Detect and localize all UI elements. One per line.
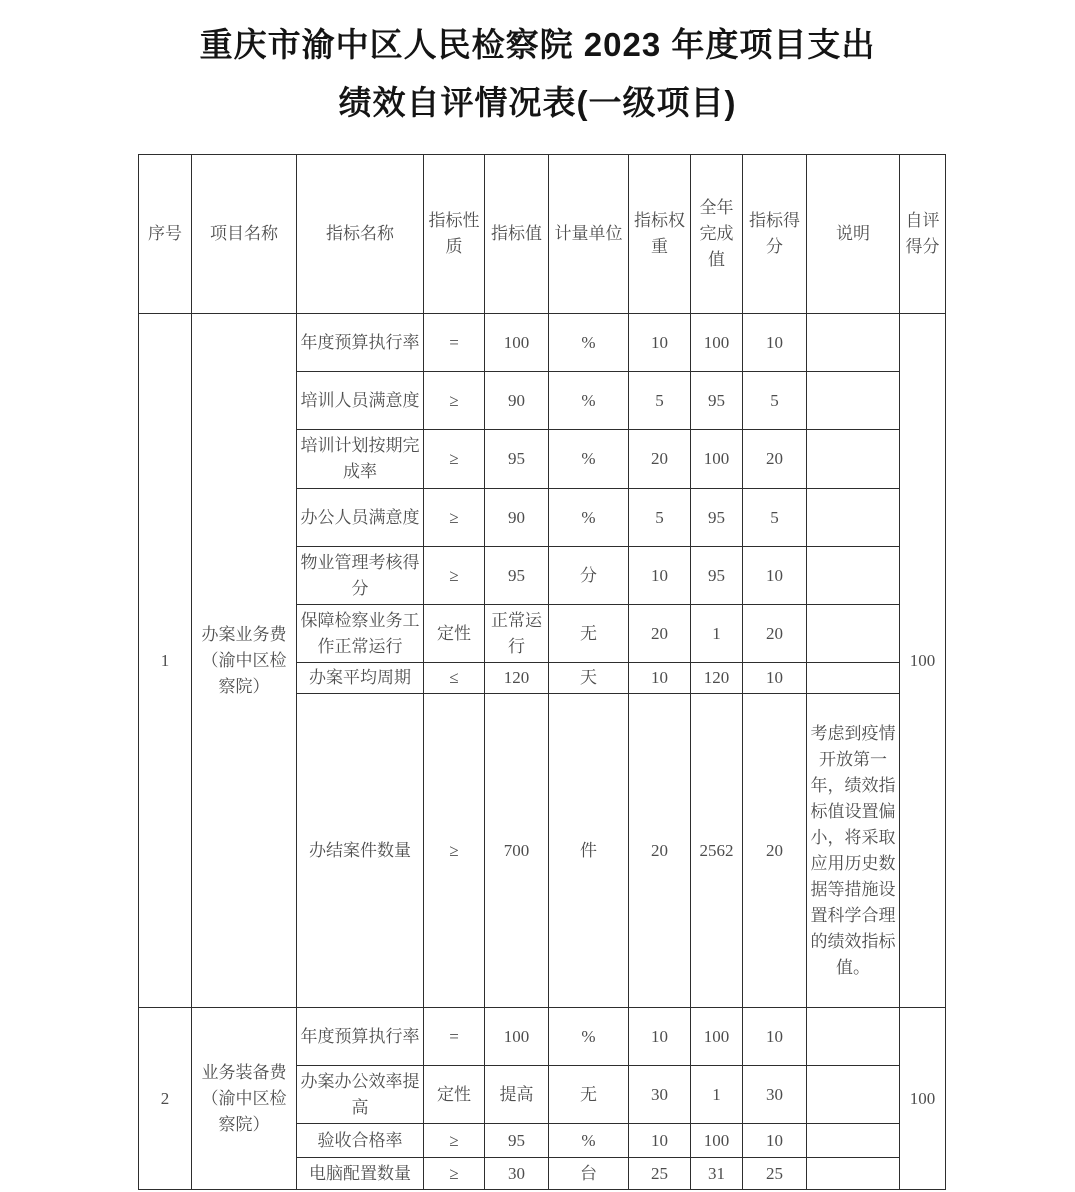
target-cell: 正常运行 — [485, 605, 549, 663]
score-cell: 30 — [743, 1066, 807, 1124]
unit-cell: % — [549, 372, 629, 430]
target-cell: 700 — [485, 694, 549, 1008]
weight-cell: 20 — [629, 605, 691, 663]
unit-cell: 件 — [549, 694, 629, 1008]
header-cell-indicator: 指标名称 — [297, 155, 424, 314]
document-title-line1: 重庆市渝中区人民检察院 2023 年度项目支出 — [199, 26, 876, 63]
weight-cell: 20 — [629, 430, 691, 489]
score-cell: 20 — [743, 430, 807, 489]
note-cell — [807, 314, 900, 372]
target-cell: 95 — [485, 430, 549, 489]
seq-cell: 1 — [139, 314, 192, 1008]
header-cell-unit: 计量单位 — [549, 155, 629, 314]
score-cell: 25 — [743, 1158, 807, 1190]
score-cell: 10 — [743, 663, 807, 694]
score-cell: 20 — [743, 605, 807, 663]
nature-cell: ≥ — [424, 547, 485, 605]
annual-cell: 1 — [691, 1066, 743, 1124]
target-cell: 90 — [485, 489, 549, 547]
table-row — [139, 1008, 946, 1066]
nature-cell: 定性 — [424, 1066, 485, 1124]
header-cell-nature: 指标性质 — [424, 155, 485, 314]
unit-cell: % — [549, 314, 629, 372]
target-cell: 90 — [485, 372, 549, 430]
annual-cell: 1 — [691, 605, 743, 663]
self-score-cell: 100 — [900, 1008, 946, 1190]
annual-cell: 100 — [691, 430, 743, 489]
annual-cell: 31 — [691, 1158, 743, 1190]
project-name-cell: 办案业务费（渝中区检察院） — [192, 314, 297, 1008]
unit-cell: 天 — [549, 663, 629, 694]
weight-cell: 20 — [629, 694, 691, 1008]
weight-cell: 10 — [629, 663, 691, 694]
weight-cell: 5 — [629, 372, 691, 430]
seq-cell: 2 — [139, 1008, 192, 1190]
score-cell: 5 — [743, 372, 807, 430]
annual-cell: 2562 — [691, 694, 743, 1008]
document-title — [0, 0, 1075, 132]
target-cell: 95 — [485, 1124, 549, 1158]
annual-cell: 100 — [691, 1124, 743, 1158]
annual-cell: 100 — [691, 314, 743, 372]
header-cell-target: 指标值 — [485, 155, 549, 314]
weight-cell: 5 — [629, 489, 691, 547]
indicator-cell: 培训人员满意度 — [297, 372, 424, 430]
target-cell: 95 — [485, 547, 549, 605]
annual-cell: 95 — [691, 489, 743, 547]
score-cell: 20 — [743, 694, 807, 1008]
nature-cell: 定性 — [424, 605, 485, 663]
note-cell — [807, 489, 900, 547]
header-cell-score: 指标得分 — [743, 155, 807, 314]
note-cell — [807, 547, 900, 605]
target-cell: 30 — [485, 1158, 549, 1190]
note-cell — [807, 1008, 900, 1066]
nature-cell: ≥ — [424, 430, 485, 489]
header-cell-weight: 指标权重 — [629, 155, 691, 314]
nature-cell: ≥ — [424, 372, 485, 430]
note-cell — [807, 663, 900, 694]
nature-cell: ≥ — [424, 489, 485, 547]
annual-cell: 100 — [691, 1008, 743, 1066]
indicator-cell: 办案平均周期 — [297, 663, 424, 694]
score-cell: 10 — [743, 1008, 807, 1066]
score-cell: 5 — [743, 489, 807, 547]
nature-cell: ≥ — [424, 1124, 485, 1158]
score-cell: 10 — [743, 547, 807, 605]
header-cell-note: 说明 — [807, 155, 900, 314]
document-title-line2: 绩效自评情况表(一级项目) — [338, 84, 737, 121]
project-name-cell: 业务装备费（渝中区检察院） — [192, 1008, 297, 1190]
header-cell-annual: 全年完成值 — [691, 155, 743, 314]
annual-cell: 120 — [691, 663, 743, 694]
note-cell — [807, 1124, 900, 1158]
unit-cell: % — [549, 1008, 629, 1066]
indicator-cell: 验收合格率 — [297, 1124, 424, 1158]
note-cell — [807, 372, 900, 430]
note-cell — [807, 1066, 900, 1124]
note-cell: 考虑到疫情开放第一年，绩效指标值设置偏小，将采取应用历史数据等措施设置科学合理的绩效指标值。 — [807, 694, 900, 1008]
target-cell: 100 — [485, 314, 549, 372]
indicator-cell: 办公人员满意度 — [297, 489, 424, 547]
note-cell — [807, 605, 900, 663]
unit-cell: 分 — [549, 547, 629, 605]
header-cell-selfscore: 自评得分 — [900, 155, 946, 314]
indicator-cell: 保障检察业务工作正常运行 — [297, 605, 424, 663]
nature-cell: = — [424, 314, 485, 372]
unit-cell: 台 — [549, 1158, 629, 1190]
self-score-cell: 100 — [900, 314, 946, 1008]
unit-cell: 无 — [549, 1066, 629, 1124]
score-cell: 10 — [743, 314, 807, 372]
note-cell — [807, 1158, 900, 1190]
indicator-cell: 电脑配置数量 — [297, 1158, 424, 1190]
unit-cell: % — [549, 1124, 629, 1158]
table-row — [139, 314, 946, 372]
header-cell-seq: 序号 — [139, 155, 192, 314]
indicator-cell: 培训计划按期完成率 — [297, 430, 424, 489]
nature-cell: ≤ — [424, 663, 485, 694]
target-cell: 100 — [485, 1008, 549, 1066]
table-header-row — [139, 155, 946, 314]
weight-cell: 10 — [629, 547, 691, 605]
nature-cell: ≥ — [424, 1158, 485, 1190]
nature-cell: ≥ — [424, 694, 485, 1008]
annual-cell: 95 — [691, 547, 743, 605]
target-cell: 提高 — [485, 1066, 549, 1124]
indicator-cell: 年度预算执行率 — [297, 1008, 424, 1066]
weight-cell: 25 — [629, 1158, 691, 1190]
annual-cell: 95 — [691, 372, 743, 430]
unit-cell: % — [549, 430, 629, 489]
note-cell — [807, 430, 900, 489]
indicator-cell: 办结案件数量 — [297, 694, 424, 1008]
indicator-cell: 物业管理考核得分 — [297, 547, 424, 605]
indicator-cell: 办案办公效率提高 — [297, 1066, 424, 1124]
weight-cell: 30 — [629, 1066, 691, 1124]
unit-cell: % — [549, 489, 629, 547]
performance-table — [138, 154, 946, 1190]
target-cell: 120 — [485, 663, 549, 694]
unit-cell: 无 — [549, 605, 629, 663]
header-cell-project: 项目名称 — [192, 155, 297, 314]
weight-cell: 10 — [629, 1008, 691, 1066]
weight-cell: 10 — [629, 1124, 691, 1158]
nature-cell: = — [424, 1008, 485, 1066]
score-cell: 10 — [743, 1124, 807, 1158]
weight-cell: 10 — [629, 314, 691, 372]
indicator-cell: 年度预算执行率 — [297, 314, 424, 372]
